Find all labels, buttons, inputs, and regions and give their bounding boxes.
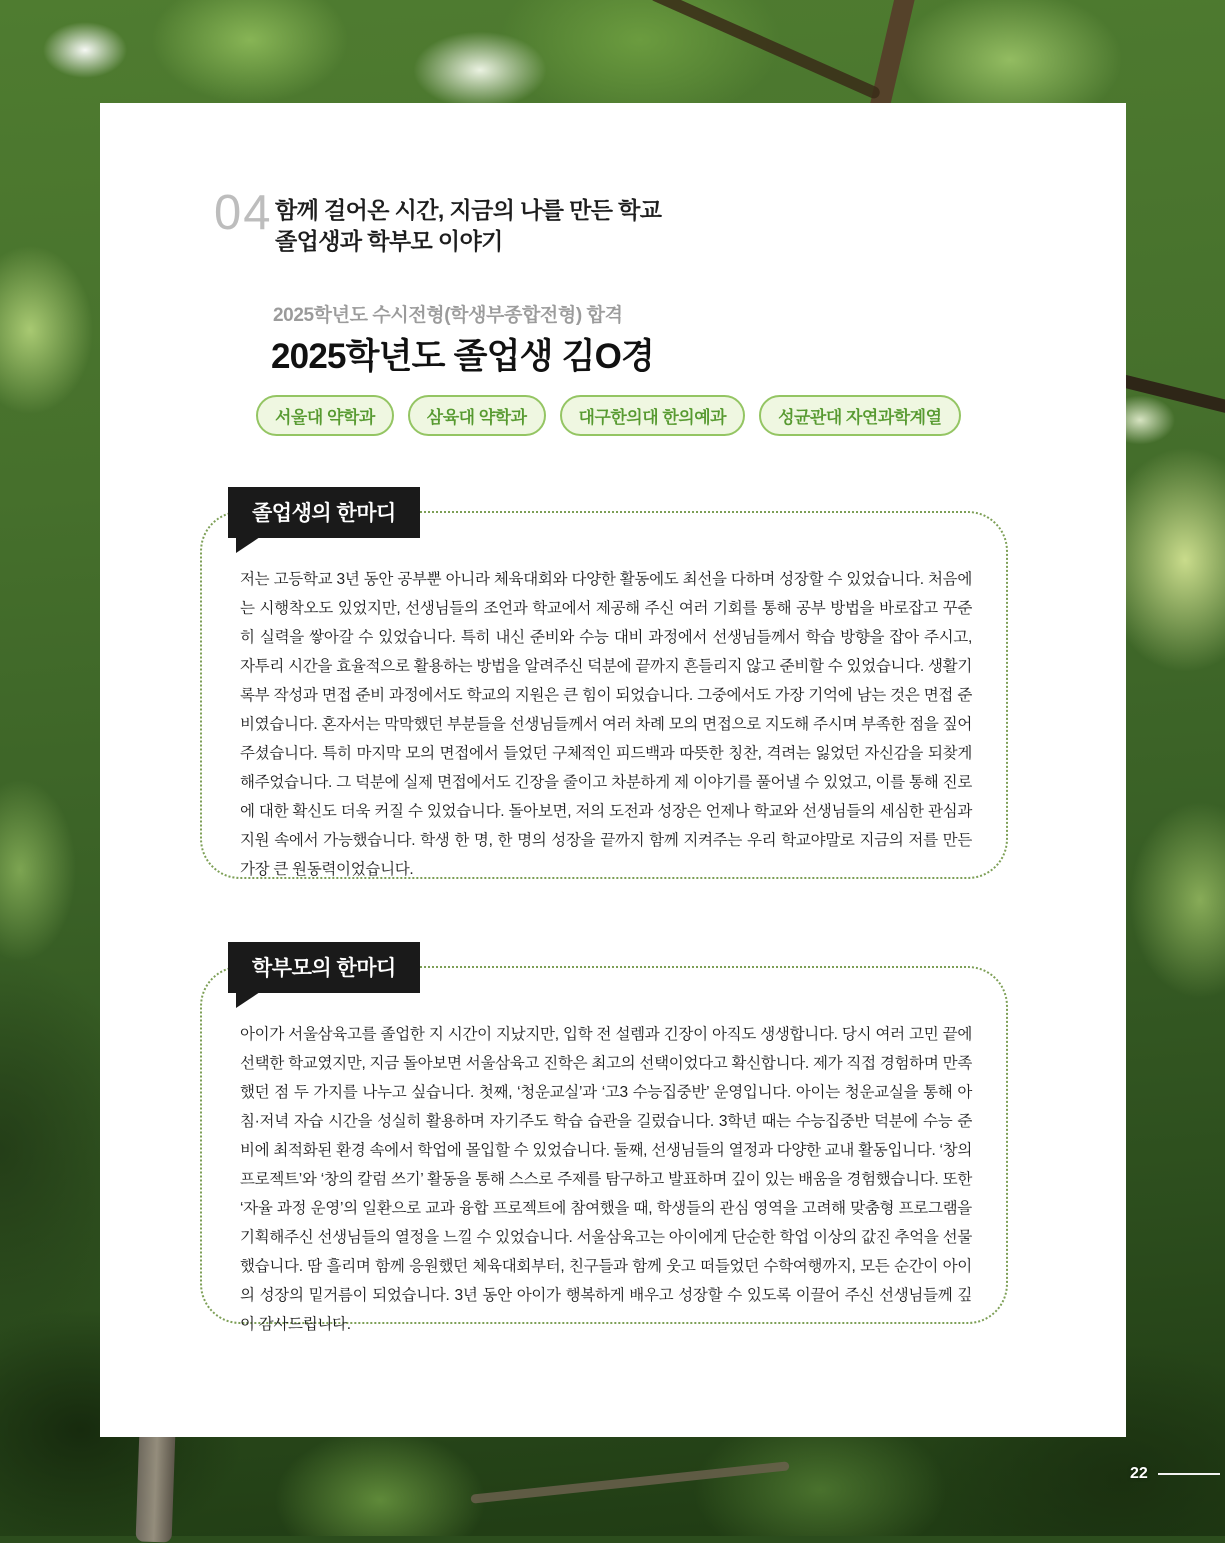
page-number: 22 (1130, 1465, 1148, 1482)
parent-quote-body: 아이가 서울삼육고를 졸업한 지 시간이 지났지만, 입학 전 설렘과 긴장이 아직도 생생합니다. 당시 여러 고민 끝에 선택한 학교였지만, 지금 돌아보면 서울삼육고 진학은 최고의 선택이었다고 확신합니다. 제가 직접 경험하며 만족했던 점 두 가지를 나누고 싶습니다. 첫째, ‘청운교실’과 ‘고3 수능집중반’ 운영입니다. 아이는 청운교실을 통해 아침·저녁 자습 시간을 성실히 활용하며 자기주도 학습 습관을 길렀습니다. 3학년 때는 수능집중반 덕분에 수능 준비에 최적화된 환경 속에서 학업에 몰입할 수 있었습니다. 둘째, 선생님들의 열정과 다양한 교내 활동입니다. ‘창의 프로젝트’와 ‘창의 칼럼 쓰기’ 활동을 통해 스스로 주제를 탐구하고 발표하며 깊이 있는 배움을 경험했습니다. 또한 ‘자율 과정 운영’의 일환으로 교과 융합 프로젝트에 참여했을 때, 학생들의 관심 영역을 고려해 맞춤형 프로그램을 기획해주신 선생님들의 열정을 느낄 수 있었습니다. 서울삼육고는 아이에게 단순한 학업 이상의 값진 추억을 선물했습니다. 땀 흘리며 함께 응원했던 체육대회부터, 친구들과 함께 웃고 떠들었던 수학여행까지, 모든 순간이 아이의 성장의 밑거름이 되었습니다. 3년 동안 아이가 행복하게 배우고 성장할 수 있도록 이끌어 주신 선생님들께 깊이 감사드립니다. (240, 1026, 972, 1333)
graduate-quote-body: 저는 고등학교 3년 동안 공부뿐 아니라 체육대회와 다양한 활동에도 최선을 다하며 성장할 수 있었습니다. 처음에는 시행착오도 있었지만, 선생님들의 조언과 학교에서 제공해 주신 여러 기회를 통해 공부 방법을 바로잡고 꾸준히 실력을 쌓아갈 수 있었습니다. 특히 내신 준비와 수능 대비 과정에서 선생님들께서 학습 방향을 잡아 주시고, 자투리 시간을 효율적으로 활용하는 방법을 알려주신 덕분에 끝까지 흔들리지 않고 준비할 수 있었습니다. 생활기록부 작성과 면접 준비 과정에서도 학교의 지원은 큰 힘이 되었습니다. 그중에서도 가장 기억에 남는 것은 면접 준비였습니다. 혼자서는 막막했던 부분들을 선생님들께서 여러 차례 모의 면접으로 지도해 주시며 부족한 점을 짚어 주셨습니다. 특히 마지막 모의 면접에서 들었던 구체적인 피드백과 따뜻한 칭찬, 격려는 잃었던 자신감을 되찾게 해주었습니다. 그 덕분에 실제 면접에서도 긴장을 줄이고 차분하게 제 이야기를 풀어낼 수 있었고, 이를 통해 진로에 대한 확신도 더욱 커질 수 있었습니다. 돌아보면, 저의 도전과 성장은 언제나 학교와 선생님들의 세심한 관심과 지원 속에서 가능했습니다. 학생 한 명, 한 명의 성장을 끝까지 함께 지켜주는 우리 학교야말로 지금의 저를 만든 가장 큰 원동력이었습니다. (240, 571, 972, 878)
page-title-line2: 졸업생과 학부모 이야기 (275, 228, 503, 254)
page-title-line1: 함께 걸어온 시간, 지금의 나를 만든 학교 (275, 197, 662, 223)
graduate-name-title: 2025학년도 졸업생 김O경 (271, 337, 655, 376)
university-badge: 서울대 약학과 (256, 395, 394, 436)
university-badge: 삼육대 약학과 (408, 395, 546, 436)
parent-quote-label: 학부모의 한마디 (228, 942, 420, 993)
admission-eyebrow: 2025학년도 수시전형(학생부종합전형) 합격 (273, 305, 623, 326)
university-badge: 성균관대 자연과학계열 (759, 395, 960, 436)
graduate-quote-box (200, 502, 1008, 879)
page-number-rule (1158, 1473, 1220, 1475)
graduate-quote-label: 졸업생의 한마디 (228, 487, 420, 538)
section-number: 04 (214, 186, 273, 240)
parent-quote-box (200, 957, 1008, 1333)
page-footer (1130, 1465, 1220, 1483)
page-card (100, 103, 1126, 1437)
university-badge: 대구한의대 한의예과 (560, 395, 746, 436)
university-badge-list (256, 395, 961, 436)
page-title (275, 195, 661, 257)
